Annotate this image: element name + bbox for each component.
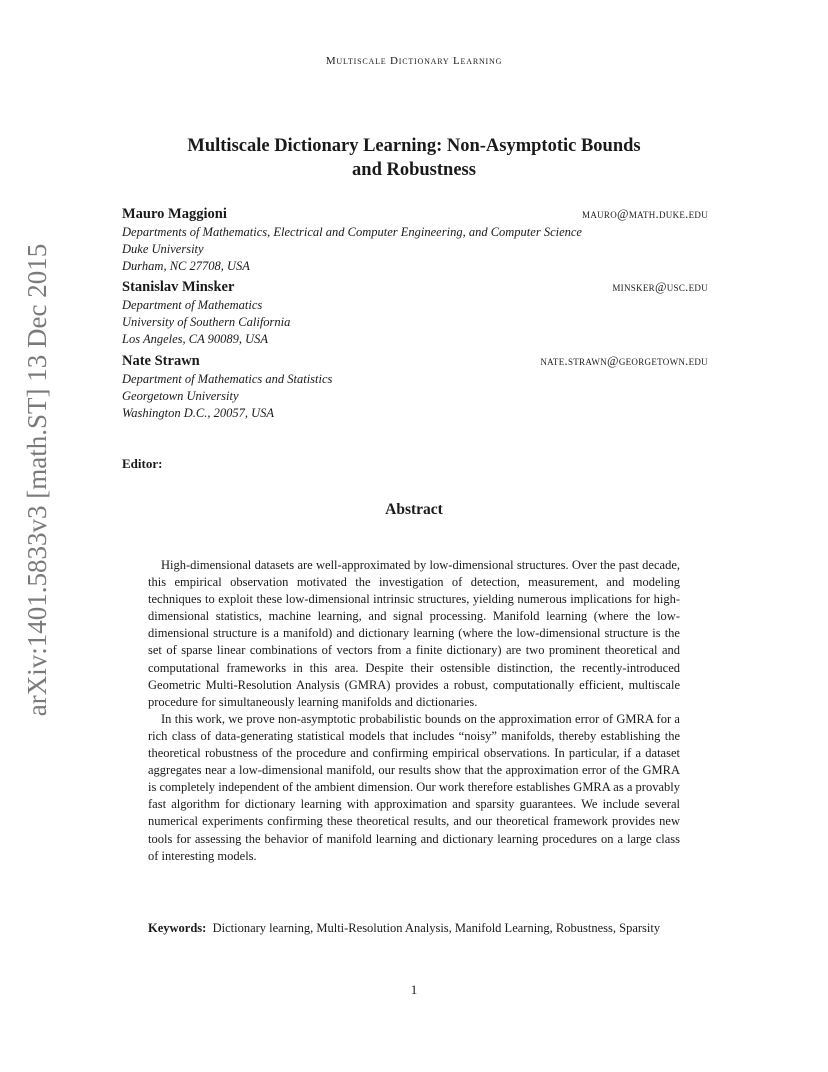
affiliation-line: Georgetown University <box>122 389 239 403</box>
affiliation-line: Duke University <box>122 242 204 256</box>
arxiv-stamp: arXiv:1401.5833v3 [math.ST] 13 Dec 2015 <box>22 243 52 717</box>
author-block-minsker <box>122 279 708 348</box>
affiliation-line: University of Southern California <box>122 315 291 329</box>
abstract-paragraph: High-dimensional datasets are well-approximated by low-dimensional structures. Over the past decade, this empirical observation motivated the investigation of detection, measurement, and modeling techniques to exploit these low-dimensional intrinsic structures, yielding numerous implications for high-dimensional statistics, machine learning, and signal processing. Manifold learning (where the low-dimensional structure is a manifold) and dictionary learning (where the low-dimensional structure is the set of sparse linear combinations of vectors from a finite dictionary) are two prominent theoretical and computational frameworks in this area. Despite their ostensible distinction, the recently-introduced Geometric Multi-Resolution Analysis (GMRA) provides a robust, computationally efficient, multiscale procedure for simultaneously learning manifolds and dictionaries. <box>148 558 680 709</box>
author-name: Mauro Maggioni <box>122 206 227 222</box>
abstract-paragraph: In this work, we prove non-asymptotic probabilistic bounds on the approximation error of GMRA for a rich class of data-generating statistical models that includes “noisy” manifolds, thereby establishing the theoretical robustness of the procedure and confirming empirical observations. In particular, if a dataset aggregates near a low-dimensional manifold, our results show that the approximation error of the GMRA is completely independent of the ambient dimension. Our work therefore establishes GMRA as a provably fast algorithm for dictionary learning with approximation and sparsity guarantees. We include several numerical experiments confirming these theoretical results, and our theoretical framework provides new tools for assessing the behavior of manifold learning and dictionary learning procedures on a large class of interesting models. <box>148 711 680 863</box>
author-name: Nate Strawn <box>122 353 200 369</box>
affiliation-line: Washington D.C., 20057, USA <box>122 406 274 420</box>
affiliation-line: Durham, NC 27708, USA <box>122 259 250 273</box>
author-email: minsker@usc.edu <box>612 280 708 294</box>
abstract-body <box>148 557 680 865</box>
page-number: 1 <box>410 982 418 997</box>
paper-title <box>120 134 708 182</box>
keywords <box>148 920 680 937</box>
affiliation-line: Department of Mathematics <box>122 298 263 312</box>
author-block-strawn <box>122 353 708 422</box>
keywords-text: Dictionary learning, Multi-Resolution Analysis, Manifold Learning, Robustness, Sparsity <box>212 921 661 935</box>
affiliation-line: Department of Mathematics and Statistics <box>122 372 333 386</box>
affiliation-line: Los Angeles, CA 90089, USA <box>122 332 269 346</box>
author-email: nate.strawn@georgetown.edu <box>540 354 708 368</box>
author-name: Stanislav Minsker <box>122 279 235 295</box>
editor-label: Editor: <box>122 456 163 471</box>
affiliation-line: Departments of Mathematics, Electrical and Computer Engineering, and Computer Science <box>122 225 582 239</box>
running-head: Multiscale Dictionary Learning <box>325 55 503 67</box>
author-block-maggioni <box>122 206 708 275</box>
title-line-2: and Robustness <box>352 160 476 180</box>
abstract-heading: Abstract <box>385 501 443 518</box>
author-email: mauro@math.duke.edu <box>582 207 708 221</box>
title-line-1: Multiscale Dictionary Learning: Non-Asymptotic Bounds <box>187 136 641 156</box>
keywords-label: Keywords: <box>148 921 207 935</box>
